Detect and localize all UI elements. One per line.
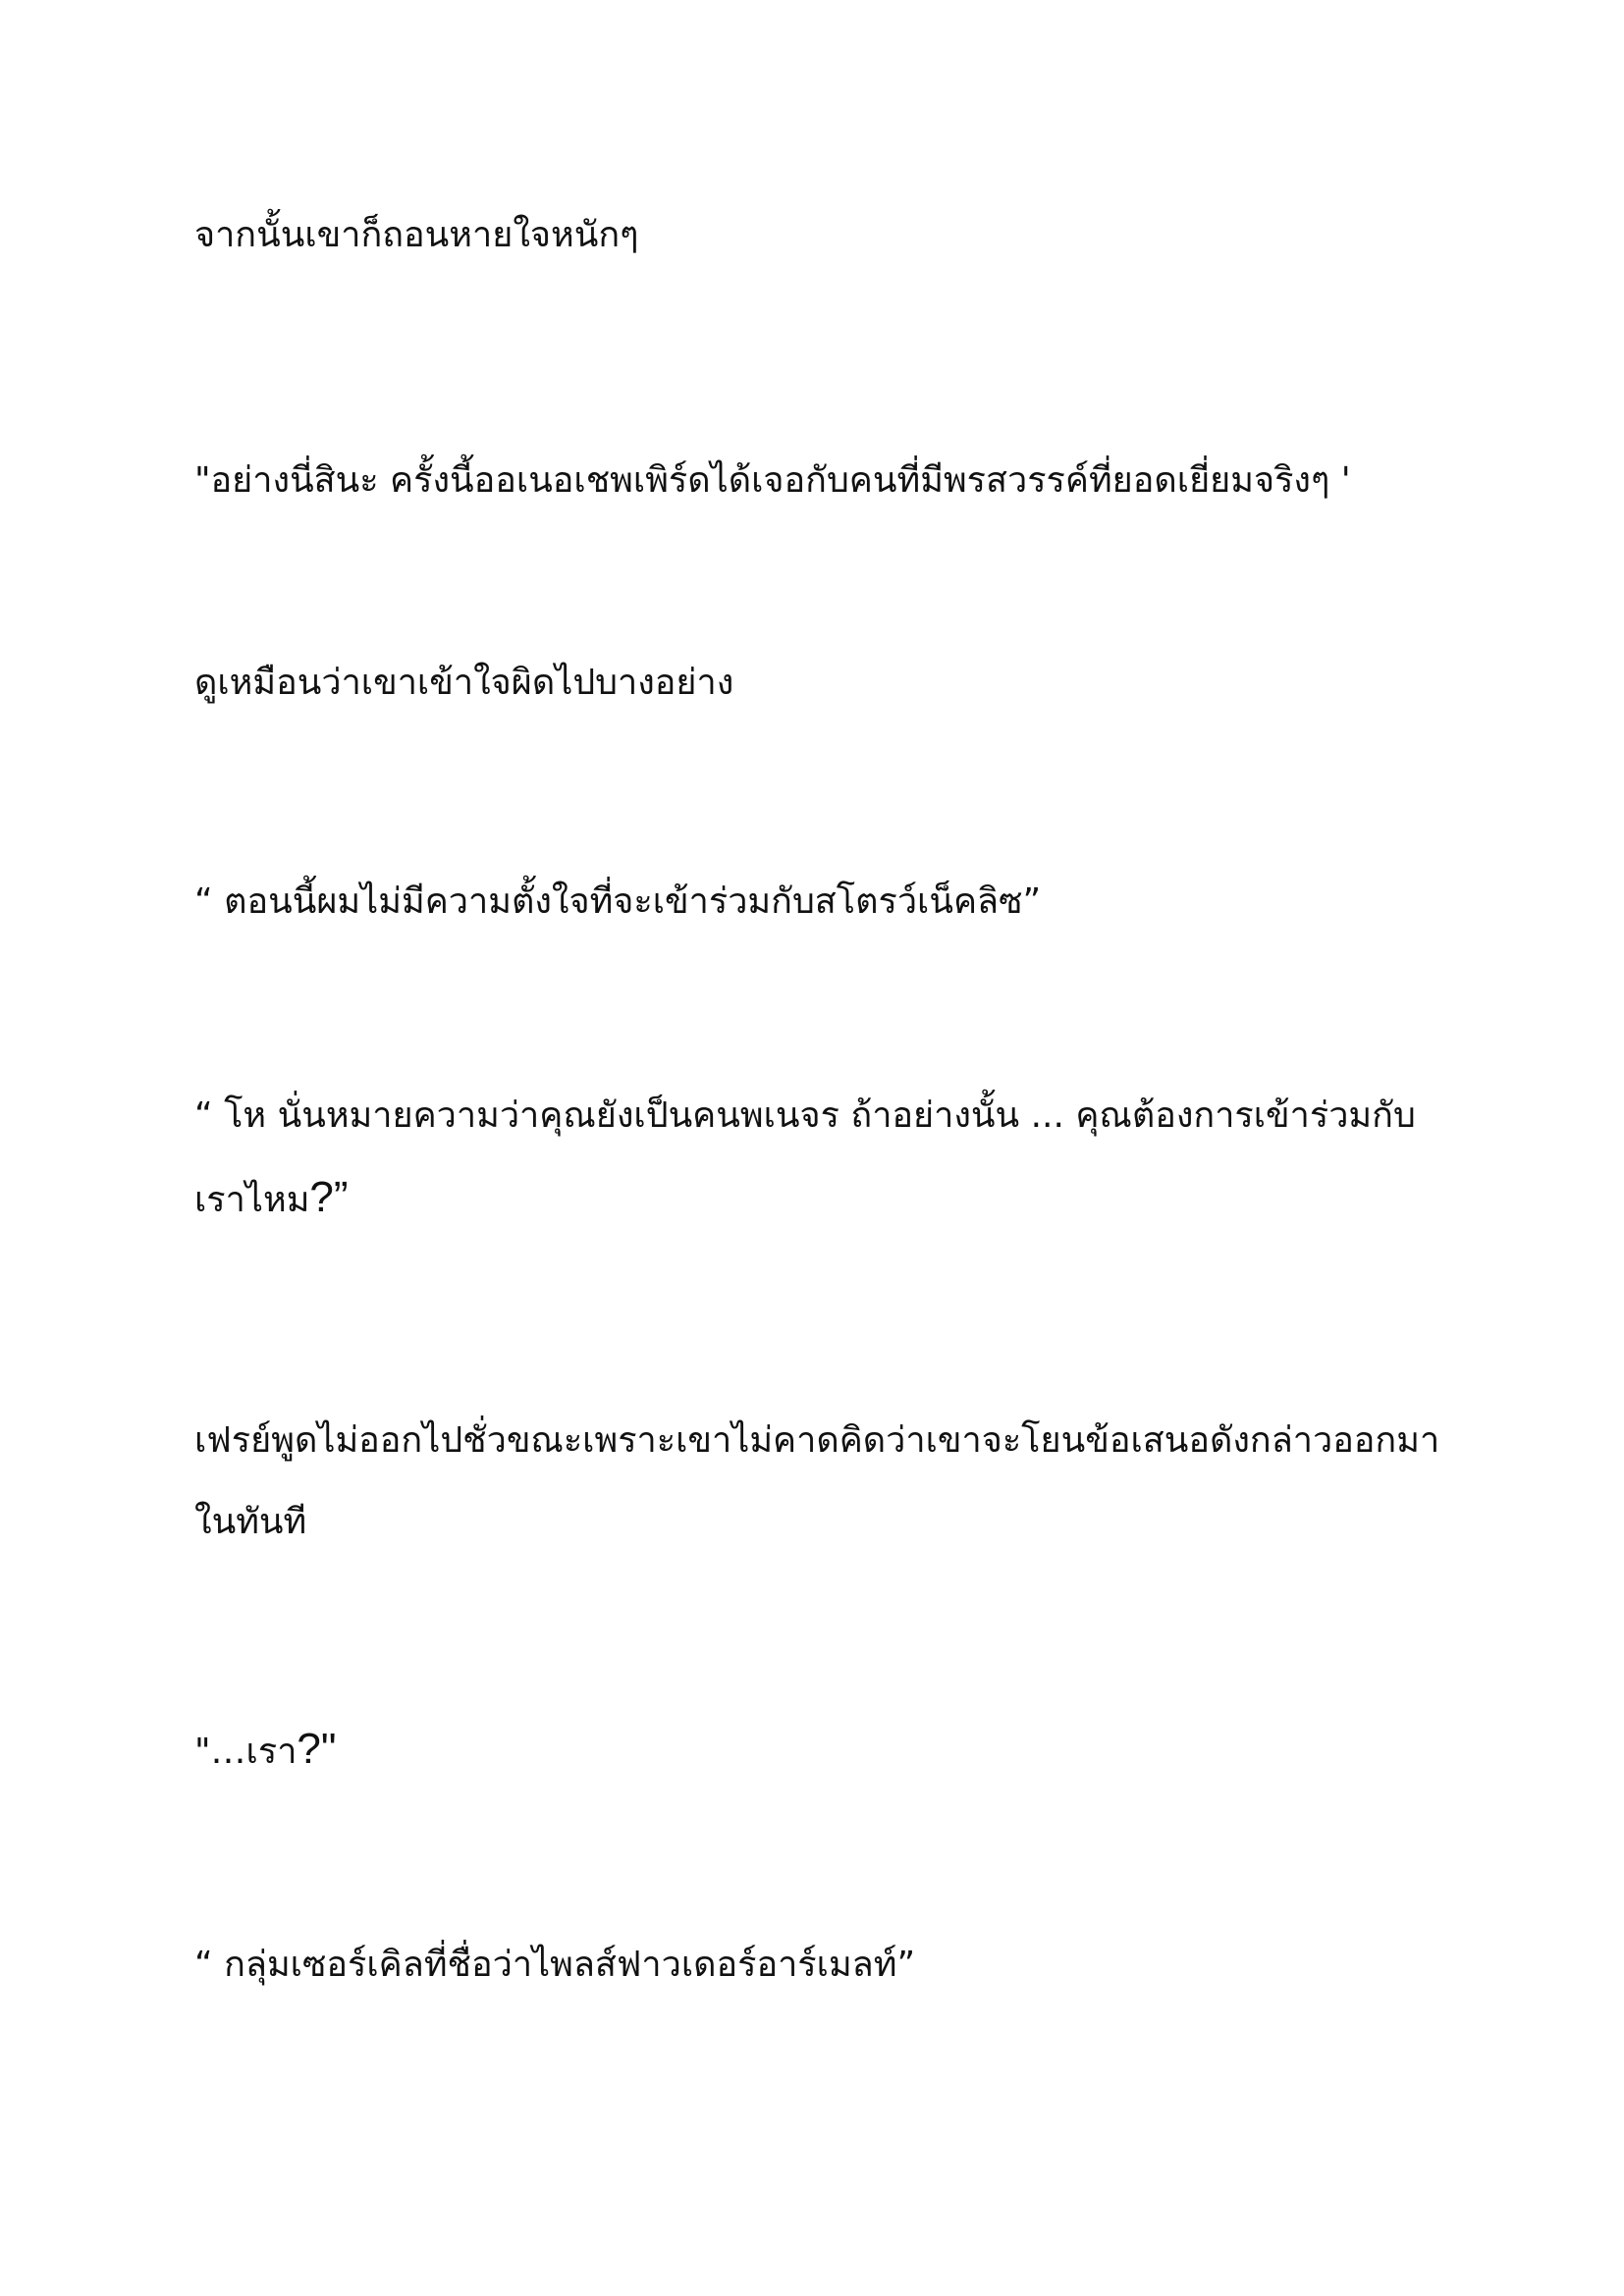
paragraph-1 — [194, 194, 1461, 276]
paragraph-2-text: "อย่างนี่สินะ ครั้งนี้ออเนอเชพเพิร์ดได้เจอกับคนที่มีพรสวรรค์ที่ยอดเยี่ยมจริงๆ ' — [194, 460, 1351, 501]
paragraph-6 — [194, 1400, 1461, 1563]
paragraph-6-text: เฟรย์พูดไม่ออกไปชั่วขณะเพราะเขาไม่คาดคิดว่าเขาจะโยนข้อเสนอดังกล่าวออกมาในทันที — [194, 1420, 1440, 1542]
paragraph-8 — [194, 1924, 1461, 2005]
paragraph-7-tail: ?" — [297, 1725, 337, 1773]
paragraph-1-text: จากนั้นเขาก็ถอนหายใจหนักๆ — [194, 215, 639, 255]
paragraph-7-text: "…เรา — [194, 1732, 298, 1772]
paragraph-5-text: “ โห นั่นหมายความว่าคุณยังเป็นคนพเนจร ถ้าอย่างนั้น ... คุณต้องการเข้าร่วมกับเราไหม — [194, 1095, 1416, 1220]
paragraph-4-text: “ ตอนนี้ผมไม่มีความตั้งใจที่จะเข้าร่วมกับสโตรว์เน็คลิซ” — [194, 881, 1042, 922]
paragraph-7 — [194, 1708, 1461, 1792]
paragraph-8-text: “ กลุ่มเซอร์เคิลที่ชื่อว่าไพลส์ฟาวเดอร์อาร์เมลท์” — [194, 1945, 916, 1985]
paragraph-3-text: ดูเหมือนว่าเขาเข้าใจผิดไปบางอย่าง — [194, 663, 734, 703]
paragraph-5-tail: ?” — [309, 1173, 349, 1221]
paragraph-4 — [194, 861, 1461, 942]
paragraph-2 — [194, 440, 1461, 521]
paragraph-5 — [194, 1075, 1461, 1241]
paragraph-3 — [194, 642, 1461, 723]
